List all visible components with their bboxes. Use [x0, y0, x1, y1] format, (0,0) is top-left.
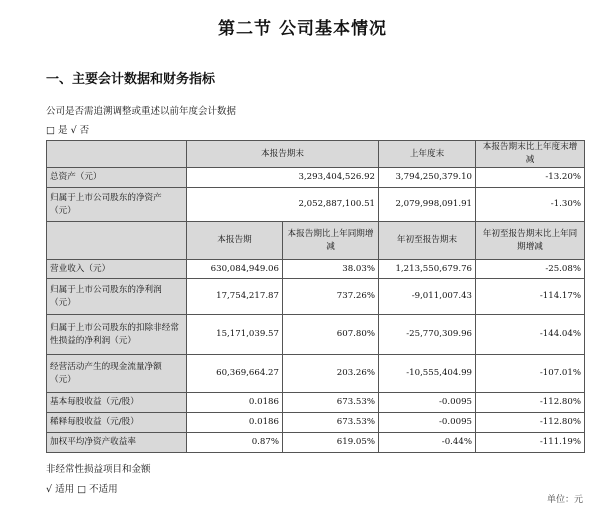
cell-period-change: 673.53% [283, 413, 379, 433]
cell-ytd: -0.44% [379, 433, 476, 453]
cell-ytd-change: -25.08% [476, 260, 585, 279]
cell-current: 3,293,404,526.92 [187, 168, 379, 188]
nonrecurring-title: 非经常性损益项目和金额 [46, 464, 151, 475]
yes-checkbox-box: □ [46, 125, 55, 136]
cell-period: 630,084,949.06 [187, 260, 283, 279]
row-label: 基本每股收益（元/股） [47, 393, 187, 413]
table2-header-period: 本报告期 [187, 222, 283, 260]
cell-ytd: -0.0095 [379, 393, 476, 413]
cell-period-change: 619.05% [283, 433, 379, 453]
cell-period: 17,754,217.87 [187, 279, 283, 315]
not-applicable-box: □ [77, 484, 87, 495]
applicable-checkmark: √ [46, 484, 53, 495]
retro-question: 公司是否需追溯调整或重述以前年度会计数据 [46, 106, 237, 117]
cell-change: -13.20% [476, 168, 585, 188]
financial-table [46, 140, 585, 453]
table2-empty-header-cell [47, 222, 187, 260]
table-row [47, 433, 585, 453]
row-label: 归属于上市公司股东的扣除非经常性损益的净利润（元） [47, 315, 187, 355]
cell-period: 0.0186 [187, 413, 283, 433]
cell-period: 0.87% [187, 433, 283, 453]
row-label: 总资产（元） [47, 168, 187, 188]
table-row [47, 315, 585, 355]
table1-header-prior: 上年度末 [379, 141, 476, 168]
row-label: 加权平均净资产收益率 [47, 433, 187, 453]
cell-ytd-change: -114.17% [476, 279, 585, 315]
retro-options [46, 122, 89, 136]
not-applicable-label: 不适用 [89, 484, 118, 495]
applicable-label: 适用 [55, 484, 75, 495]
cell-ytd: -0.0095 [379, 413, 476, 433]
table1-header-current: 本报告期末 [187, 141, 379, 168]
cell-prior: 3,794,250,379.10 [379, 168, 476, 188]
yes-label: 是 [58, 125, 68, 136]
unit-label: 单位：元 [546, 495, 583, 505]
table-row [47, 279, 585, 315]
cell-period: 60,369,664.27 [187, 355, 283, 393]
cell-ytd-change: -144.04% [476, 315, 585, 355]
row-label: 归属于上市公司股东的净利润（元） [47, 279, 187, 315]
no-checkmark: √ [70, 125, 77, 136]
cell-period-change: 203.26% [283, 355, 379, 393]
table2-header-ytd-change: 年初至报告期末比上年同期增减 [476, 222, 585, 260]
cell-period-change: 607.80% [283, 315, 379, 355]
table1-header-change: 本报告期末比上年度末增减 [476, 141, 585, 168]
cell-period-change: 673.53% [283, 393, 379, 413]
applicable-options [46, 481, 118, 495]
cell-ytd-change: -112.80% [476, 413, 585, 433]
row-label: 归属于上市公司股东的净资产（元） [47, 188, 187, 222]
cell-ytd-change: -111.19% [476, 433, 585, 453]
cell-ytd: 1,213,550,679.76 [379, 260, 476, 279]
row-label: 营业收入（元） [47, 260, 187, 279]
cell-ytd: -25,770,309.96 [379, 315, 476, 355]
cell-ytd: -9,011,007.43 [379, 279, 476, 315]
cell-ytd-change: -112.80% [476, 393, 585, 413]
table-row [47, 188, 585, 222]
cell-period: 0.0186 [187, 393, 283, 413]
cell-period-change: 737.26% [283, 279, 379, 315]
row-label: 经营活动产生的现金流量净额（元） [47, 355, 187, 393]
cell-period: 15,171,039.57 [187, 315, 283, 355]
table-row [47, 260, 585, 279]
row-label: 稀释每股收益（元/股） [47, 413, 187, 433]
cell-prior: 2,079,998,091.91 [379, 188, 476, 222]
table1-empty-header-cell [47, 141, 187, 168]
cell-current: 2,052,887,100.51 [187, 188, 379, 222]
table2-header-ytd: 年初至报告期末 [379, 222, 476, 260]
cell-ytd: -10,555,404.99 [379, 355, 476, 393]
table2-header-period-change: 本报告期比上年同期增减 [283, 222, 379, 260]
table-row [47, 413, 585, 433]
cell-ytd-change: -107.01% [476, 355, 585, 393]
section-heading: 一、主要会计数据和财务指标 [46, 72, 216, 87]
page-title: 第二节 公司基本情况 [218, 19, 387, 39]
table-row [47, 168, 585, 188]
no-label: 否 [79, 125, 90, 136]
table-row [47, 393, 585, 413]
table-row [47, 355, 585, 393]
cell-period-change: 38.03% [283, 260, 379, 279]
cell-change: -1.30% [476, 188, 585, 222]
